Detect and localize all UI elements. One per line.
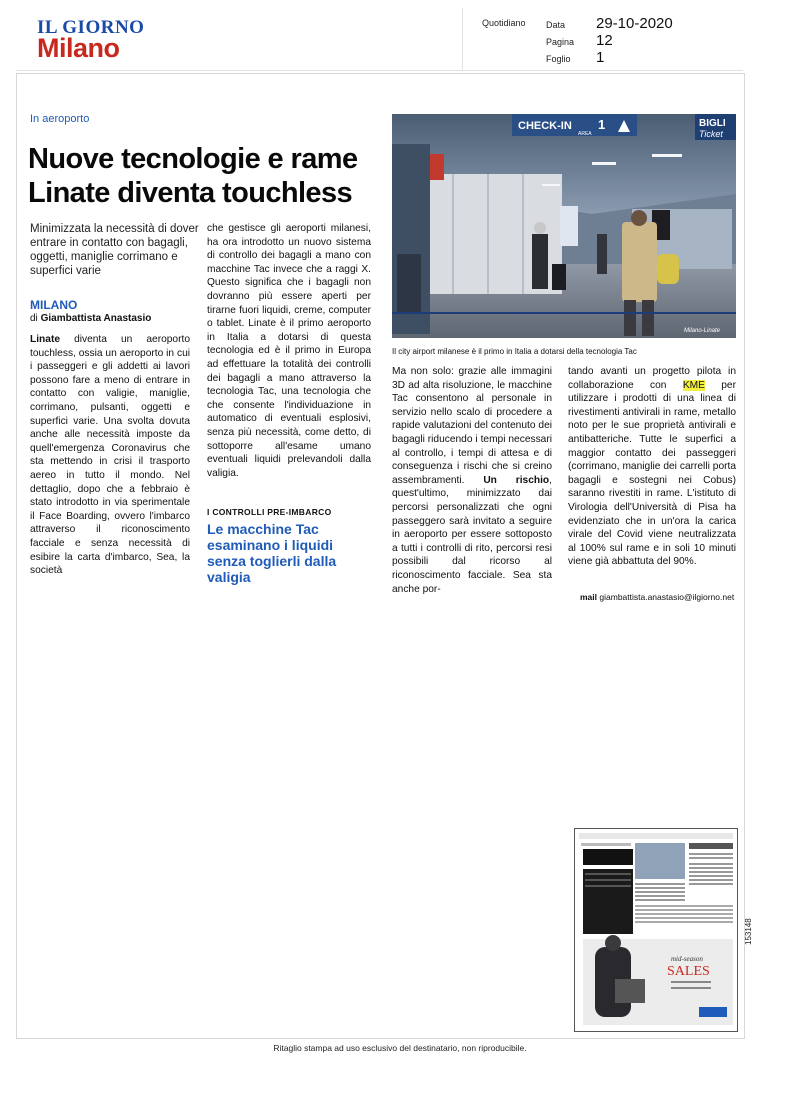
ticket-sign-line1: BIGLI (699, 118, 726, 129)
ad-line2: SALES (667, 964, 710, 979)
ticket-sign-line2: Ticket (699, 129, 723, 139)
sheet-label: Foglio (546, 54, 571, 64)
date-label: Data (546, 20, 566, 30)
page-value: 12 (596, 32, 613, 49)
column-1-text: diventa un aeroporto touchless, ossia un aeroporto in cui i passeggeri e gli addetti ai lavori possono fare a meno di entrare in contatto con valigie, maniglie, corrimano, pulsanti, oggetti e superfici varie. Una svolta dovuta anche alle necessità imposte da quell'emergenza Coronavirus che sta mettendo in crisi il trasporto aereo in tutto il mondo. Nel dettaglio, dopo che a febbraio è stato introdotto in via sperimentale il Face Boarding, ovvero l'imbarco attraverso il riconoscimento facciale e senza necessità di esibire la carta d'imbarco, Sea, la società (30, 334, 190, 577)
area-number: 1 (598, 117, 606, 132)
article-kicker: In aeroporto (30, 113, 90, 125)
author-email (580, 592, 734, 602)
article-column-3 (392, 365, 552, 596)
ad-line1: mid-season (671, 955, 703, 963)
column-4-text-b: per utilizzare i prodotti di una linea di rivestimenti antivirali in rame, metallo noto per le sue proprietà antivirali e antibatteriche. Tutte le superfici a maggior contatto dei passeggeri (corrimano, maniglie dei carrelli porta bagagli e sostegni nei Cobus) saranno rivestiti in rame. L'istituto di Virologia dell'Università di Pisa ha evidenziato che in un'ora la carica virale del Covid viene neutralizzata al 100% sul rame e in soli 10 minuti viene già abbattuta del 90%. (568, 379, 736, 568)
header-vertical-divider (462, 8, 463, 70)
article-title (28, 142, 357, 210)
sheet-value: 1 (596, 49, 605, 66)
mail-address: giambattista.anastasio@ilgiorno.net (599, 592, 735, 602)
article-title-line2: Linate diventa touchless (28, 177, 353, 209)
checkin-sign-text: CHECK-IN (518, 120, 572, 132)
article-title-line1: Nuove tecnologie e rame (28, 143, 358, 175)
column-3-text-a: Ma non solo: grazie alle immagini 3D ad alta risoluzione, le macchine Tac consentono al personale in servizio nello scalo di procedere a rapide valutazioni del contenuto dei bagagli riducendo i tempi necessari al controllo, i tempi di attesa e di conseguenza i rischi che si creino assembramenti. (392, 366, 552, 486)
byline (30, 313, 151, 324)
highlighted-company-name: KME (682, 379, 705, 391)
area-label: AREA (578, 131, 592, 137)
column-3-bold-lead: Un rischio (483, 474, 550, 486)
newspaper-logo-city: Milano (37, 33, 120, 63)
byline-author: Giambattista Anastasio (40, 313, 152, 324)
column-3-text-b: , quest'ultimo, minimizzato dai percorsi personalizzati che ogni passeggero sarà invitato a seguire in aeroporto per essere sottoposto a tutti i controlli di rito, percorsi resi possibili dal ricorso al riconoscimento facciale. Sea sta anche por- (392, 474, 552, 595)
publication-type: Quotidiano (482, 18, 526, 28)
footer-notice: Ritaglio stampa ad uso esclusivo del destinatario, non riproducibile. (273, 1043, 527, 1053)
clipping-code: 153148 (744, 918, 753, 945)
article-column-4 (568, 365, 736, 569)
airport-photo (392, 114, 736, 338)
dateline-place: MILANO (30, 298, 78, 312)
article-column-1 (30, 333, 190, 578)
header-divider (16, 70, 743, 71)
date-value: 29-10-2020 (596, 15, 673, 32)
column-1-lead-word: Linate (30, 334, 61, 345)
photo-caption: Il city airport milanese è il primo in Italia a dotarsi della tecnologia Tac (392, 347, 637, 356)
newspaper-logo-title: IL GIORNO (37, 17, 145, 38)
mail-label: mail (580, 592, 598, 602)
article-lead: Minimizzata la necessità di dover entrare in contatto con bagagli, oggetti, maniglie corrimano e superfici varie (30, 223, 199, 277)
page-thumbnail (574, 828, 738, 1032)
byline-prefix: di (30, 313, 38, 324)
article-column-2 (207, 222, 371, 480)
page-thumbnail-graphic (575, 829, 737, 1031)
column-2-text: che gestisce gli aeroporti milanesi, ha ora introdotto un nuovo sistema di controllo dei bagagli a mano con macchine Tac invece che a raggi X. Questo significa che i bagagli non dovranno più essere aperti per tirarne fuori liquidi, creme, computer o tablet. Linate è il primo aeroporto in Italia a dotarsi di questa tecnologia ed è il primo in Europa ad effettuare la totalità dei controlli dei bagagli a mano attraverso la tecnologia Tac, una tecnologia che che consente l'individuazione in automatico di eventuali esplosivi, senza più necessità, come detto, di sottoporre all'esame umano eventuali liquidi prelevandoli dalla valigia. (207, 223, 371, 479)
column-4-text-a: tando avanti un progetto pilota in collaborazione con (568, 366, 736, 391)
sidebar-kicker: I CONTROLLI PRE-IMBARCO (207, 507, 332, 517)
page-label: Pagina (546, 37, 575, 47)
sidebar-headline: Le macchine Tac esaminano i liquidi senza toglierli dalla valigia (207, 521, 337, 585)
photo-watermark: Milano-Linate (684, 328, 721, 334)
